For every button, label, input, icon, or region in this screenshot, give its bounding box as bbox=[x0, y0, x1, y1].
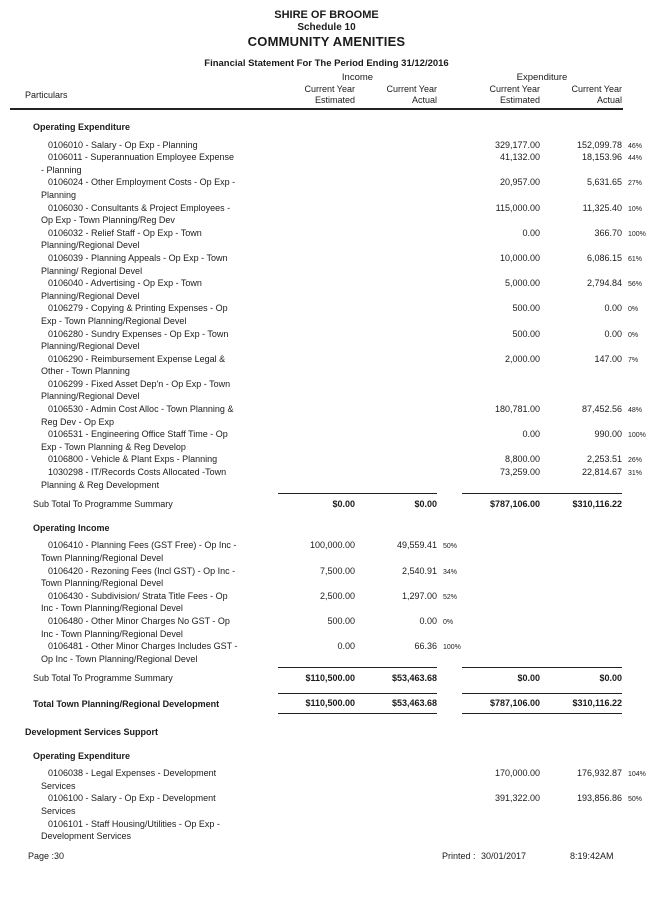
expenditure-percent-cell bbox=[622, 750, 648, 753]
expenditure-actual-cell: 2,253.51 bbox=[586, 454, 622, 465]
table-row bbox=[25, 818, 648, 843]
income-estimated-cell: $110,500.00 bbox=[278, 667, 355, 684]
table-row bbox=[25, 493, 648, 511]
table-row bbox=[25, 792, 648, 817]
income-percent-cell bbox=[437, 121, 462, 124]
expenditure-percent-cell: 48% bbox=[628, 407, 643, 415]
expenditure-estimated-cell: 20,957.00 bbox=[499, 177, 540, 188]
particulars-cell: 0106040 - Advertising - Op Exp - Town Planning/Regional Devel bbox=[41, 278, 202, 301]
table-row bbox=[25, 151, 648, 176]
expenditure-percent-cell bbox=[622, 565, 648, 568]
report-header bbox=[0, 0, 653, 70]
expenditure-actual-cell: 5,631.65 bbox=[586, 177, 622, 188]
income-percent-cell bbox=[437, 726, 462, 729]
expenditure-actual-cell: 152,099.78 bbox=[576, 139, 622, 150]
income-estimated-cell: 500.00 bbox=[327, 615, 355, 626]
income-actual-header-line1: Current Year bbox=[386, 84, 437, 94]
income-actual-header-line2: Actual bbox=[411, 95, 437, 105]
expenditure-estimated-header-line2: Estimated bbox=[499, 95, 540, 105]
income-percent-cell bbox=[437, 818, 462, 821]
expenditure-percent-cell bbox=[622, 640, 648, 643]
table-row bbox=[25, 767, 648, 792]
income-percent-cell bbox=[437, 428, 462, 431]
expenditure-percent-cell: 26% bbox=[628, 457, 643, 465]
income-percent-cell: 0% bbox=[443, 618, 454, 626]
table-row bbox=[25, 252, 648, 277]
report-title: COMMUNITY AMENITIES bbox=[247, 34, 406, 49]
table-row bbox=[25, 202, 648, 227]
income-actual-cell: $53,463.68 bbox=[355, 693, 437, 714]
expenditure-estimated-cell: 73,259.00 bbox=[499, 467, 540, 478]
expenditure-estimated-cell: 2,000.00 bbox=[504, 353, 540, 364]
expenditure-percent-cell bbox=[622, 615, 648, 618]
expenditure-estimated-cell: 391,322.00 bbox=[494, 793, 540, 804]
income-estimated-cell: $110,500.00 bbox=[278, 693, 355, 714]
expenditure-actual-header-line1: Current Year bbox=[571, 84, 622, 94]
particulars-cell: 0106039 - Planning Appeals - Op Exp - Town Planning/ Regional Devel bbox=[41, 252, 228, 276]
income-percent-cell bbox=[437, 378, 462, 381]
table-row bbox=[25, 353, 648, 378]
expenditure-percent-cell: 61% bbox=[628, 255, 643, 263]
income-estimated-cell: $0.00 bbox=[278, 493, 355, 510]
income-percent-cell bbox=[437, 202, 462, 205]
particulars-cell: 0106279 - Copying & Printing Expenses - Op Exp - Town Planning/Regional Devel bbox=[41, 303, 228, 326]
expenditure-estimated-cell: 500.00 bbox=[512, 303, 540, 314]
particulars-cell: Operating Expenditure bbox=[33, 122, 131, 132]
particulars-cell: 0106030 - Consultants & Project Employees - Op Exp - Town Planning/Reg Dev bbox=[41, 202, 231, 226]
expenditure-percent-cell: 104% bbox=[628, 771, 646, 779]
income-estimated-cell: 2,500.00 bbox=[319, 590, 355, 601]
expenditure-estimated-cell: 41,132.00 bbox=[499, 152, 540, 163]
income-actual-cell: 0.00 bbox=[419, 615, 437, 626]
expenditure-actual-cell: 2,794.84 bbox=[586, 278, 622, 289]
income-actual-cell: 2,540.91 bbox=[401, 565, 437, 576]
expenditure-estimated-cell: 115,000.00 bbox=[495, 202, 540, 213]
expenditure-actual-cell: $310,116.22 bbox=[540, 693, 622, 714]
table-row bbox=[25, 453, 648, 466]
table-row bbox=[25, 667, 648, 685]
organisation-name: SHIRE OF BROOME bbox=[274, 9, 379, 21]
table-row bbox=[25, 640, 648, 665]
financial-table-body bbox=[0, 121, 653, 843]
expenditure-actual-cell: $310,116.22 bbox=[540, 493, 622, 510]
expenditure-estimated-cell: 0.00 bbox=[522, 227, 540, 238]
table-row bbox=[25, 277, 648, 302]
income-estimated-header-line2: Estimated bbox=[314, 95, 355, 105]
expenditure-percent-cell: 44% bbox=[628, 155, 643, 163]
particulars-header: Particulars bbox=[25, 90, 68, 100]
particulars-cell: Sub Total To Programme Summary bbox=[33, 673, 173, 684]
income-percent-cell bbox=[437, 252, 462, 255]
table-row bbox=[25, 121, 648, 134]
income-estimated-cell: 7,500.00 bbox=[319, 565, 355, 576]
income-actual-cell: $0.00 bbox=[355, 493, 437, 510]
particulars-cell: Total Town Planning/Regional Development bbox=[33, 698, 220, 709]
expenditure-percent-cell: 46% bbox=[628, 142, 643, 150]
expenditure-percent-cell bbox=[622, 522, 648, 525]
expenditure-percent-cell bbox=[622, 726, 648, 729]
table-row bbox=[25, 176, 648, 201]
table-row bbox=[25, 615, 648, 640]
particulars-cell: 0106480 - Other Minor Charges No GST - Op Inc - Town Planning/Regional Devel bbox=[41, 615, 230, 639]
expenditure-actual-header-line2: Actual bbox=[596, 95, 622, 105]
expenditure-percent-cell bbox=[622, 493, 648, 498]
expenditure-percent-cell bbox=[622, 818, 648, 821]
table-row bbox=[25, 693, 648, 714]
table-row bbox=[25, 522, 648, 535]
expenditure-estimated-cell: 8,800.00 bbox=[504, 454, 540, 465]
income-percent-cell bbox=[437, 667, 462, 672]
schedule-number: Schedule 10 bbox=[297, 22, 356, 33]
table-row bbox=[25, 565, 648, 590]
expenditure-percent-cell: 0% bbox=[628, 306, 639, 314]
header-rule bbox=[10, 108, 623, 110]
particulars-cell: 0106032 - Relief Staff - Op Exp - Town Planning/Regional Devel bbox=[41, 227, 202, 251]
income-percent-cell bbox=[437, 277, 462, 280]
income-percent-cell bbox=[437, 227, 462, 230]
particulars-cell: Sub Total To Programme Summary bbox=[33, 499, 173, 510]
expenditure-actual-cell: $0.00 bbox=[540, 667, 622, 684]
expenditure-actual-cell: 11,325.40 bbox=[582, 202, 622, 213]
expenditure-estimated-cell: 170,000.00 bbox=[494, 768, 540, 779]
expenditure-actual-cell: 22,814.67 bbox=[581, 467, 622, 478]
expenditure-actual-cell: 990.00 bbox=[594, 429, 622, 440]
particulars-cell: 0106038 - Legal Expenses - Development Services bbox=[41, 768, 217, 791]
income-percent-cell: 100% bbox=[443, 644, 461, 652]
income-percent-cell bbox=[437, 302, 462, 305]
printed-time: 8:19:42AM bbox=[570, 851, 614, 861]
income-estimated-cell: 100,000.00 bbox=[309, 540, 355, 551]
particulars-cell: 0106290 - Reimbursement Expense Legal & Other - Town Planning bbox=[41, 353, 226, 377]
table-row bbox=[25, 403, 648, 428]
table-row bbox=[25, 726, 648, 739]
table-row bbox=[25, 139, 648, 152]
income-percent-cell bbox=[437, 466, 462, 469]
expenditure-actual-cell: 193,856.86 bbox=[576, 793, 622, 804]
expenditure-percent-cell: 31% bbox=[628, 470, 643, 478]
expenditure-estimated-cell: 5,000.00 bbox=[504, 278, 540, 289]
particulars-cell: 0106101 - Staff Housing/Utilities - Op Exp - Development Services bbox=[41, 818, 220, 842]
table-row bbox=[25, 590, 648, 615]
expenditure-percent-cell: 50% bbox=[628, 796, 643, 804]
income-actual-cell: $53,463.68 bbox=[355, 667, 437, 684]
income-percent-cell bbox=[437, 403, 462, 406]
income-percent-cell bbox=[437, 453, 462, 456]
expenditure-percent-cell: 0% bbox=[628, 331, 639, 339]
income-percent-cell bbox=[437, 151, 462, 154]
expenditure-percent-cell bbox=[622, 539, 648, 542]
expenditure-estimated-cell: 0.00 bbox=[522, 429, 540, 440]
expenditure-percent-cell: 27% bbox=[628, 180, 643, 188]
table-row bbox=[25, 428, 648, 453]
income-percent-cell bbox=[437, 176, 462, 179]
expenditure-actual-cell: 147.00 bbox=[594, 353, 622, 364]
income-percent-cell bbox=[437, 767, 462, 770]
income-percent-cell bbox=[437, 522, 462, 525]
expenditure-actual-cell: 0.00 bbox=[604, 303, 622, 314]
expenditure-group-header: Expenditure bbox=[516, 72, 568, 83]
expenditure-estimated-cell: 180,781.00 bbox=[494, 404, 540, 415]
particulars-cell: 0106011 - Superannuation Employee Expense - Planning bbox=[41, 152, 234, 175]
expenditure-actual-cell: 87,452.56 bbox=[581, 404, 622, 415]
printed-label: Printed : bbox=[442, 851, 476, 861]
page-number: Page :30 bbox=[28, 851, 65, 861]
income-percent-cell: 34% bbox=[443, 568, 458, 576]
expenditure-percent-cell: 56% bbox=[628, 281, 643, 289]
particulars-cell: 0106530 - Admin Cost Alloc - Town Planning & Reg Dev - Op Exp bbox=[41, 404, 234, 427]
expenditure-estimated-cell: $787,106.00 bbox=[462, 693, 540, 714]
table-row bbox=[25, 328, 648, 353]
particulars-cell: 0106024 - Other Employment Costs - Op Exp - Planning bbox=[41, 177, 236, 200]
expenditure-percent-cell bbox=[622, 693, 648, 698]
expenditure-percent-cell bbox=[622, 590, 648, 593]
income-estimated-cell: 0.00 bbox=[337, 641, 355, 652]
particulars-cell: 0106010 - Salary - Op Exp - Planning bbox=[48, 139, 198, 150]
particulars-cell: 0106100 - Salary - Op Exp - Development Services bbox=[41, 793, 216, 816]
income-actual-cell: 1,297.00 bbox=[401, 590, 437, 601]
expenditure-percent-cell bbox=[622, 378, 648, 381]
particulars-cell: 1030298 - IT/Records Costs Allocated -Town Planning & Reg Development bbox=[41, 467, 227, 490]
expenditure-actual-cell: 0.00 bbox=[604, 328, 622, 339]
expenditure-percent-cell bbox=[622, 667, 648, 672]
particulars-cell: 0106410 - Planning Fees (GST Free) - Op Inc - Town Planning/Regional Devel bbox=[41, 540, 237, 563]
column-header bbox=[25, 72, 648, 106]
expenditure-actual-cell: 6,086.15 bbox=[586, 252, 622, 263]
expenditure-percent-cell bbox=[622, 121, 648, 124]
income-percent-cell bbox=[437, 750, 462, 753]
expenditure-percent-cell: 100% bbox=[628, 230, 646, 238]
income-percent-cell bbox=[437, 139, 462, 142]
table-row bbox=[25, 539, 648, 564]
expenditure-estimated-cell: 500.00 bbox=[512, 328, 540, 339]
report-subtitle: Financial Statement For The Period Ending 31/12/2016 bbox=[204, 58, 449, 69]
table-row bbox=[25, 378, 648, 403]
particulars-cell: 0106800 - Vehicle & Plant Exps - Planning bbox=[48, 454, 218, 465]
expenditure-estimated-cell: $787,106.00 bbox=[462, 493, 540, 510]
income-percent-cell: 52% bbox=[443, 593, 458, 601]
printed-date: 30/01/2017 bbox=[481, 851, 527, 861]
expenditure-estimated-header-line1: Current Year bbox=[489, 84, 540, 94]
expenditure-actual-cell: 176,932.87 bbox=[576, 768, 622, 779]
income-percent-cell: 50% bbox=[443, 543, 458, 551]
income-percent-cell bbox=[437, 493, 462, 498]
expenditure-percent-cell: 100% bbox=[628, 432, 646, 440]
income-percent-cell bbox=[437, 328, 462, 331]
expenditure-actual-cell: 366.70 bbox=[594, 227, 622, 238]
income-actual-cell: 66.36 bbox=[414, 641, 437, 652]
table-row bbox=[25, 466, 648, 491]
income-group-header: Income bbox=[341, 72, 374, 83]
particulars-cell: Operating Expenditure bbox=[33, 750, 131, 761]
table-row bbox=[25, 227, 648, 252]
particulars-cell: 0106299 - Fixed Asset Dep'n - Op Exp - Town Planning/Regional Devel bbox=[41, 378, 231, 402]
particulars-cell: 0106430 - Subdivision/ Strata Title Fees - Op Inc - Town Planning/Regional Devel bbox=[41, 590, 228, 614]
particulars-cell: 0106531 - Engineering Office Staff Time - Op Exp - Town Planning & Reg Develop bbox=[41, 429, 228, 452]
income-actual-cell: 49,559.41 bbox=[396, 540, 437, 551]
particulars-cell: 0106280 - Sundry Expenses - Op Exp - Town Planning/Regional Devel bbox=[41, 328, 229, 352]
income-percent-cell bbox=[437, 792, 462, 795]
particulars-cell: 0106420 - Rezoning Fees (Incl GST) - Op Inc - Town Planning/Regional Devel bbox=[41, 565, 236, 589]
expenditure-estimated-cell: $0.00 bbox=[462, 667, 540, 684]
expenditure-estimated-cell: 10,000.00 bbox=[499, 252, 540, 263]
income-percent-cell bbox=[437, 693, 462, 698]
expenditure-percent-cell: 10% bbox=[628, 205, 643, 213]
income-percent-cell bbox=[437, 353, 462, 356]
expenditure-estimated-cell: 329,177.00 bbox=[494, 139, 540, 150]
income-estimated-header-line1: Current Year bbox=[304, 84, 355, 94]
expenditure-percent-cell: 7% bbox=[628, 356, 639, 364]
expenditure-actual-cell: 18,153.96 bbox=[581, 152, 622, 163]
particulars-cell: 0106481 - Other Minor Charges Includes GST - Op Inc - Town Planning/Regional Devel bbox=[41, 641, 238, 664]
particulars-cell: Development Services Support bbox=[25, 727, 159, 738]
table-row bbox=[25, 750, 648, 763]
particulars-cell: Operating Income bbox=[33, 522, 110, 533]
table-row bbox=[25, 302, 648, 327]
